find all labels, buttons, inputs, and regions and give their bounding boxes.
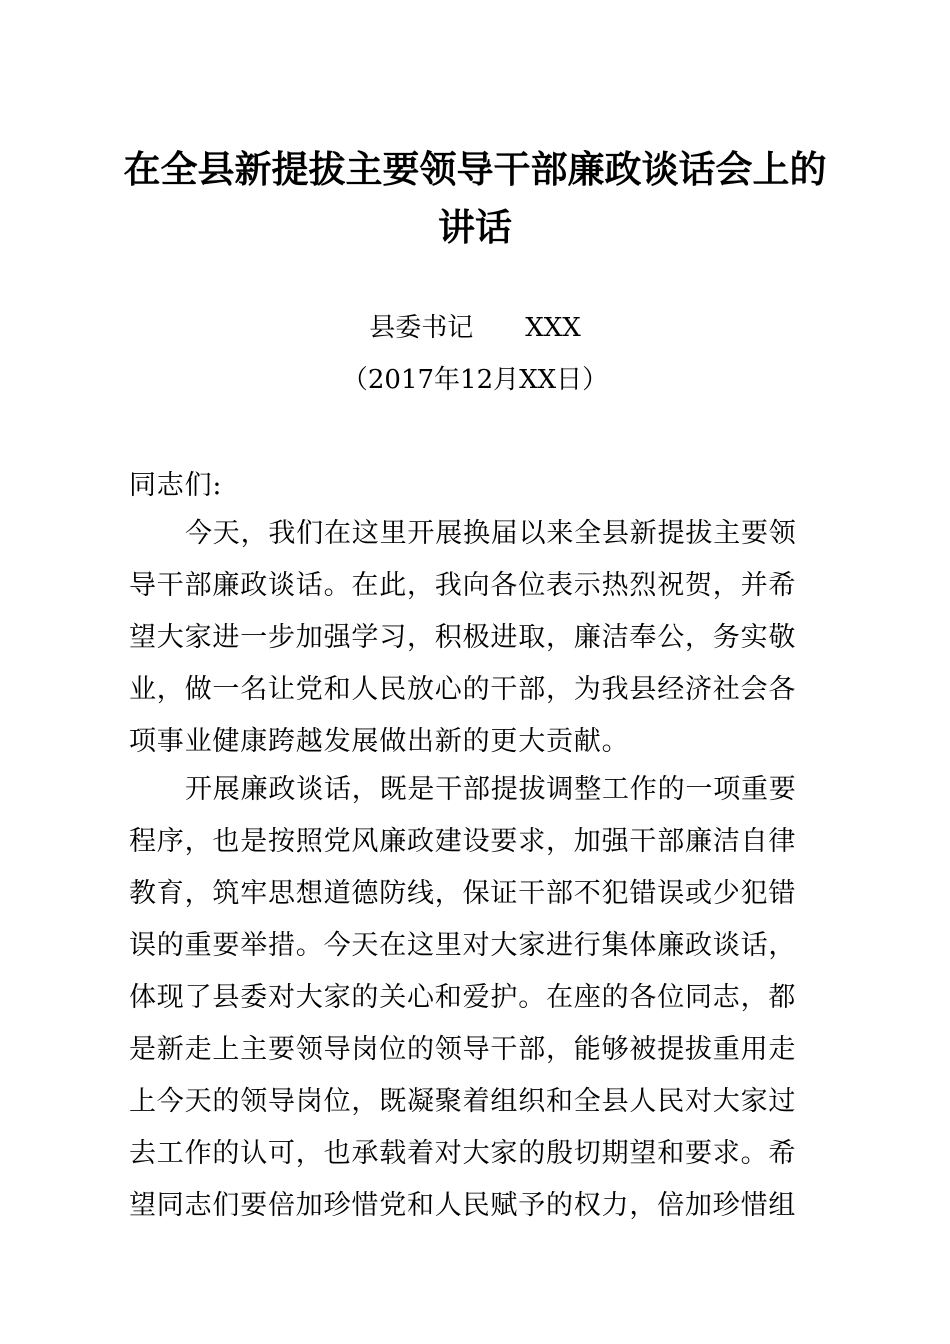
greeting: 同志们:: [129, 470, 223, 501]
document-title: [100, 141, 850, 257]
paragraph-line: 业，做一名让党和人民放心的干部，为我县经济社会各: [129, 674, 797, 705]
paragraph-line: 程序，也是按照党风廉政建设要求，加强干部廉洁自律: [129, 826, 797, 857]
paragraph-line: 是新走上主要领导岗位的领导干部，能够被提拔重用走: [129, 1034, 797, 1065]
paragraph-2: [129, 764, 829, 1232]
speech-date: （2017年12月XX日）: [341, 365, 609, 395]
paragraph-line: 开展廉政谈话，既是干部提拔调整工作的一项重要: [185, 774, 797, 805]
paragraph-line: 望同志们要倍加珍惜党和人民赋予的权力，倍加珍惜组: [129, 1190, 797, 1221]
paragraph-line: 教育，筑牢思想道德防线，保证干部不犯错误或少犯错: [129, 878, 797, 909]
paragraph-line: 体现了县委对大家的关心和爱护。在座的各位同志，都: [129, 982, 797, 1013]
paragraph-line: 项事业健康跨越发展做出新的更大贡献。: [129, 726, 630, 757]
paragraph-line: 上今天的领导岗位，既凝聚着组织和全县人民对大家过: [129, 1086, 797, 1117]
paragraph-1: [129, 508, 829, 768]
author-byline: 县委书记 XXX: [369, 313, 581, 343]
paragraph-line: 今天，我们在这里开展换届以来全县新提拔主要领: [185, 518, 797, 549]
paragraph-line: 去工作的认可，也承载着对大家的殷切期望和要求。希: [129, 1138, 797, 1169]
paragraph-line: 望大家进一步加强学习，积极进取，廉洁奉公，务实敬: [129, 622, 797, 653]
title-line-1: 在全县新提拔主要领导干部廉政谈话会上的: [123, 148, 827, 191]
paragraph-line: 导干部廉政谈话。在此，我向各位表示热烈祝贺，并希: [129, 570, 797, 601]
title-line-2: 讲话: [438, 206, 512, 249]
paragraph-line: 误的重要举措。今天在这里对大家进行集体廉政谈话，: [129, 930, 797, 961]
